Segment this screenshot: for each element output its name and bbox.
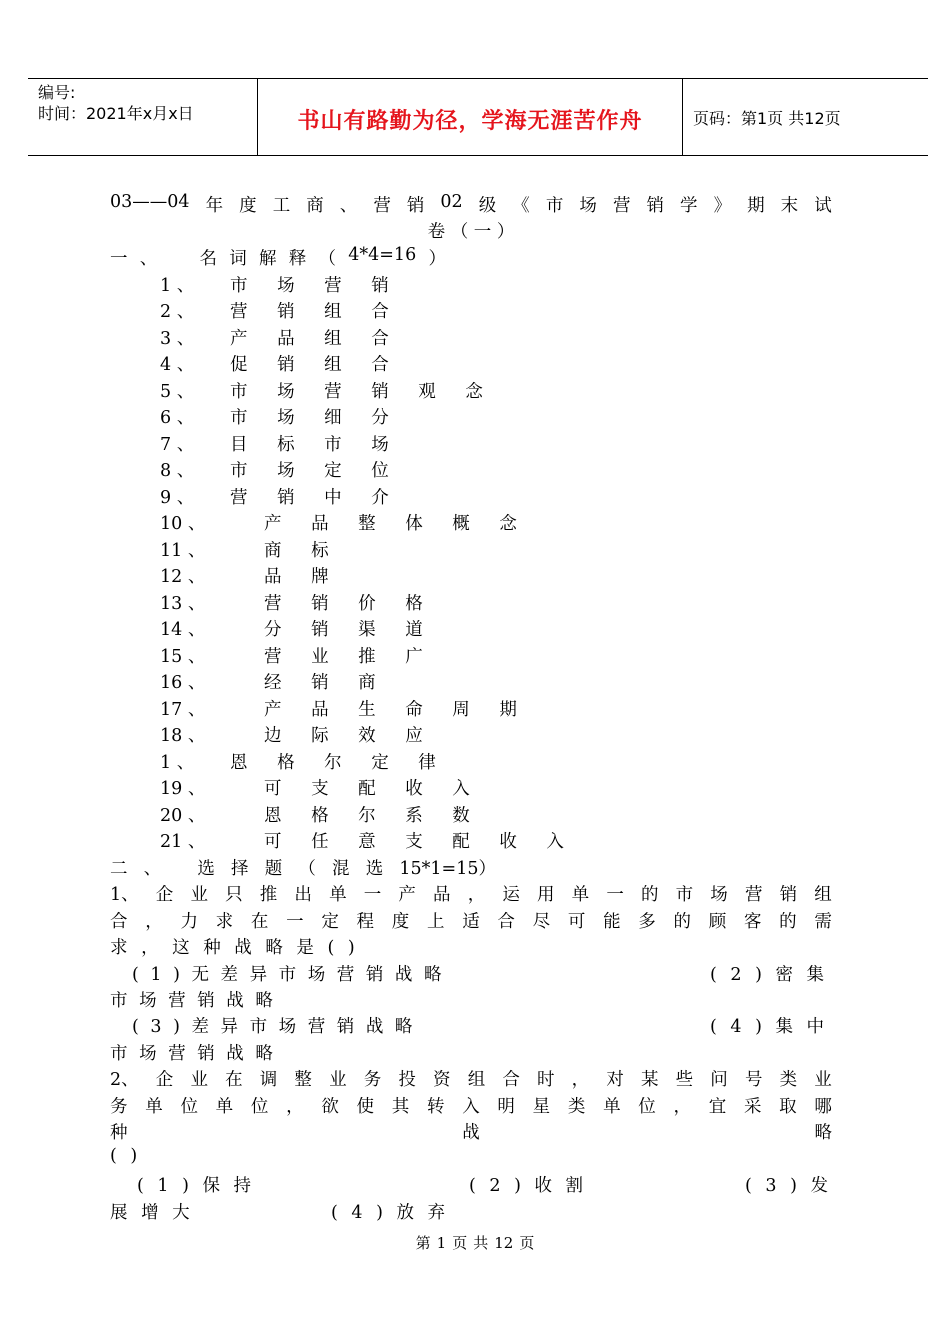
q-token: 使 [356,1097,375,1117]
q2-line-3 [110,1119,832,1145]
q-token: 企 [155,885,174,905]
term-item [160,351,401,376]
q-token: 1、 [110,885,139,905]
title-token: 学 [680,196,698,216]
term-number: 19 、 [160,779,206,799]
q-token: 运 [502,885,520,905]
term-text: 市 场 营 销 观 念 [230,382,495,402]
q-token: 出 [294,885,312,905]
q2-option-2: ( 2 ) 收 割 [469,1176,588,1196]
time-label: 时间：2021年x月x日 [38,104,194,123]
q-token: 一 [606,885,624,905]
q-token: 位 [180,1097,198,1117]
q2-line-4: ( ) [110,1146,142,1166]
title-token: 销 [646,196,664,216]
q-token: 类 [567,1097,586,1117]
q2-option-3-head: ( 3 ) 发 [745,1176,832,1196]
term-number: 14 、 [160,620,206,640]
term-text: 营 销 价 格 [264,594,435,614]
term-text: 促 销 组 合 [230,355,401,375]
q1-option-4-tail: 市 场 营 销 战 略 [110,1044,276,1064]
title-token: 营 [373,196,391,216]
term-item [160,537,341,562]
q-token: 单 [603,1097,621,1117]
doc-title-line-2: 卷 （ 一 ） [427,222,515,242]
term-item [160,325,401,350]
term-text: 边 际 效 应 [264,726,435,746]
term-item [160,404,401,429]
q-token: 时 [537,1070,555,1090]
q-token: ， [673,1097,691,1117]
term-number: 8 、 [160,461,195,481]
q-token: 一 [363,885,382,905]
term-number: 12 、 [160,567,206,587]
header-motto: 书山有路勤为径，学海无涯苦作舟 [297,109,643,134]
term-item [160,272,401,297]
term-item [160,298,401,323]
q-token: 调 [259,1070,278,1090]
section2-heading [110,855,496,880]
term-text: 经 销 商 [264,673,388,693]
q-token: 能 [603,912,621,932]
q-token: 略 [814,1123,832,1143]
title-token: 营 [612,196,631,216]
heading-token: 选 [197,859,215,879]
q-token: 整 [294,1070,312,1090]
q-token: 资 [433,1070,451,1090]
term-number: 20 、 [160,806,206,826]
header-bottom-rule [28,155,928,156]
term-text: 分 销 渠 道 [264,620,435,640]
term-item [160,457,401,482]
term-text: 品 牌 [264,567,341,587]
q-token: 业 [190,885,208,905]
term-item [160,696,529,721]
header-meta [38,82,194,124]
q-token: 合 [110,912,128,932]
q-token: 求 [215,912,234,932]
q-token: 号 [744,1070,763,1090]
footer-token: 1 [436,1234,447,1252]
term-item [160,616,435,641]
title-token: 年 [205,196,224,216]
term-number: 5 、 [160,382,195,402]
heading-token: （ [298,859,316,879]
q-token: 合 [497,912,515,932]
q-token: 某 [640,1070,659,1090]
term-item [160,722,435,747]
heading-token: ） [428,249,446,269]
q-token: 单 [571,885,590,905]
term-number: 1 、 [160,276,195,296]
term-text: 市 场 营 销 [230,276,401,296]
term-item [160,643,435,668]
q2-option-1: ( 1 ) 保 持 [137,1176,256,1196]
title-token: 02 [440,192,463,212]
title-token: 03——04 [110,192,190,212]
term-text: 市 场 定 位 [230,461,401,481]
q-token: 上 [426,912,445,932]
term-number: 1 、 [160,753,195,773]
q-token: 产 [398,885,416,905]
q-token: 适 [462,912,480,932]
term-text: 营 销 组 合 [230,302,401,322]
footer-token: 12 [494,1234,514,1252]
term-number: 3 、 [160,329,195,349]
q-token: 的 [779,912,797,932]
q-token: 投 [398,1070,416,1090]
footer-token: 第 [415,1234,431,1252]
q-token: 种 [110,1123,128,1143]
q-token: ， [286,1097,304,1117]
q-token: 尽 [532,912,551,932]
term-number: 7 、 [160,435,195,455]
q-token: 组 [814,885,832,905]
q1-line-2 [110,908,832,934]
term-number: 6 、 [160,408,195,428]
heading-token: 名 [199,249,217,269]
title-token: 期 [747,196,765,216]
heading-token: 词 [229,249,247,269]
q-token: 合 [502,1070,520,1090]
term-item [160,378,495,403]
q-token: 单 [145,1097,163,1117]
q-token: 转 [426,1097,445,1117]
title-token: 市 [545,196,564,216]
footer-token: 页 [519,1234,535,1252]
q2-line-1 [110,1066,832,1092]
q-token: 市 [675,885,694,905]
title-token: 度 [239,196,257,216]
term-text: 营 业 推 广 [264,647,435,667]
term-text: 可 支 配 收 入 [264,779,482,799]
heading-token: 解 [259,249,277,269]
term-number: 15 、 [160,647,206,667]
term-item [160,828,576,853]
term-number: 11 、 [160,541,206,561]
q-token: 企 [155,1070,174,1090]
term-item [160,484,401,509]
q-token: ， [145,912,163,932]
q-token: 类 [779,1070,798,1090]
term-number: 9 、 [160,488,195,508]
heading-token: （ [318,249,336,269]
term-text: 产 品 整 体 概 念 [264,514,529,534]
q1-line-1 [110,881,832,907]
q-token: 位 [638,1097,656,1117]
q-token: 位 [250,1097,269,1117]
q-token: 在 [250,912,269,932]
q-token: 对 [606,1070,624,1090]
term-item [160,431,401,456]
q-token: 业 [814,1070,832,1090]
q-token: 2、 [110,1070,139,1090]
term-item [160,775,482,800]
q-token: 业 [329,1070,347,1090]
q-token: 取 [779,1097,797,1117]
q2-line-2 [110,1093,832,1119]
q-token: 采 [743,1097,762,1117]
term-number: 21 、 [160,832,206,852]
term-text: 目 标 市 场 [230,435,401,455]
term-text: 营 销 中 介 [230,488,401,508]
q-token: 可 [567,912,586,932]
q-token: 需 [814,912,832,932]
term-item [160,802,482,827]
term-text: 恩 格 尔 系 数 [264,806,482,826]
heading-token: 择 [231,859,249,879]
q-token: ， [571,1070,590,1090]
q-token: 星 [532,1097,551,1117]
title-token: 工 [272,196,291,216]
term-number: 4 、 [160,355,195,375]
q-token: 战 [462,1123,480,1143]
q1-option-1: ( 1 ) 无 差 异 市 场 营 销 战 略 [132,965,445,985]
q-token: 单 [215,1097,234,1117]
q-token: 只 [225,885,243,905]
q-token: 其 [391,1097,410,1117]
q-token: 定 [321,912,339,932]
heading-token: 一 [110,249,128,269]
q-token: 客 [743,912,762,932]
term-number: 13 、 [160,594,206,614]
term-item [160,669,388,694]
page-footer [0,1232,950,1253]
q1-option-2-tail: 市 场 营 销 战 略 [110,991,276,1011]
header-top-rule [28,78,928,79]
q-token: 业 [190,1070,208,1090]
q-token: 明 [497,1097,515,1117]
q-token: 问 [710,1070,728,1090]
q1-line-3: 求 ， 这 种 战 略 是 ( ) [110,938,359,958]
title-token: 、 [339,196,358,216]
term-item [160,510,529,535]
term-text: 市 场 细 分 [230,408,401,428]
title-token: 销 [406,196,425,216]
q-token: ， [467,885,486,905]
heading-token: 15*1=15） [399,859,496,879]
q1-option-3: ( 3 ) 差 异 市 场 营 销 战 略 [132,1017,416,1037]
q-token: 营 [744,885,763,905]
term-number: 2 、 [160,302,195,322]
title-token: 试 [814,196,832,216]
q2-option-3-tail: 展 增 大 [110,1203,194,1223]
q-token: 度 [391,912,410,932]
q-token: 推 [259,885,278,905]
heading-token: 4*4=16 [348,245,417,265]
q-token: 宜 [708,1097,727,1117]
term-text: 恩 格 尔 定 律 [230,753,448,773]
heading-token: 、 [143,859,162,879]
footer-token: 共 [473,1234,489,1252]
term-item [160,590,435,615]
heading-token: 选 [365,859,384,879]
code-label: 编号: [38,83,76,102]
term-text: 产 品 生 命 周 期 [264,700,529,720]
q-token: 多 [638,912,656,932]
q-token: 哪 [814,1097,832,1117]
q-token: 场 [710,885,728,905]
q-token: 品 [433,885,451,905]
q-token: 入 [462,1097,480,1117]
title-token: 《 [512,196,530,216]
header-divider-right [682,78,683,155]
q1-option-2-head: ( 2 ) 密 集 [710,965,829,985]
title-token: 商 [306,196,324,216]
term-number: 17 、 [160,700,206,720]
term-number: 18 、 [160,726,206,746]
title-token: 级 [478,196,497,216]
section1-heading [110,245,446,270]
title-token: 》 [713,196,732,216]
term-number: 10 、 [160,514,206,534]
q1-option-4-head: ( 4 ) 集 中 [710,1017,829,1037]
header-page-number: 页码：第1页 共12页 [693,109,841,128]
doc-title-line-1 [110,192,832,218]
title-token: 场 [579,196,597,216]
term-text: 商 标 [264,541,341,561]
q-token: 力 [180,912,198,932]
term-text: 产 品 组 合 [230,329,401,349]
q-token: 些 [675,1070,694,1090]
q-token: 一 [286,912,304,932]
q-token: 用 [537,885,555,905]
heading-token: 二 [110,859,128,879]
q-token: 务 [110,1097,128,1117]
q-token: 务 [363,1070,382,1090]
term-text: 可 任 意 支 配 收 入 [264,832,576,852]
heading-token: 、 [139,249,158,269]
q-token: 的 [640,885,659,905]
q-token: 销 [779,885,798,905]
q-token: 程 [356,912,375,932]
heading-token: 题 [264,859,283,879]
q-token: 顾 [708,912,727,932]
q-token: 在 [225,1070,243,1090]
heading-token: 释 [288,249,307,269]
footer-token: 页 [452,1234,468,1252]
q-token: 组 [467,1070,486,1090]
term-number: 16 、 [160,673,206,693]
q-token: 欲 [321,1097,339,1117]
heading-token: 混 [332,859,350,879]
term-item [160,563,341,588]
q-token: 的 [673,912,691,932]
q2-option-4: ( 4 ) 放 弃 [331,1203,450,1223]
term-item [160,749,448,774]
title-token: 末 [780,196,799,216]
q-token: 单 [329,885,347,905]
